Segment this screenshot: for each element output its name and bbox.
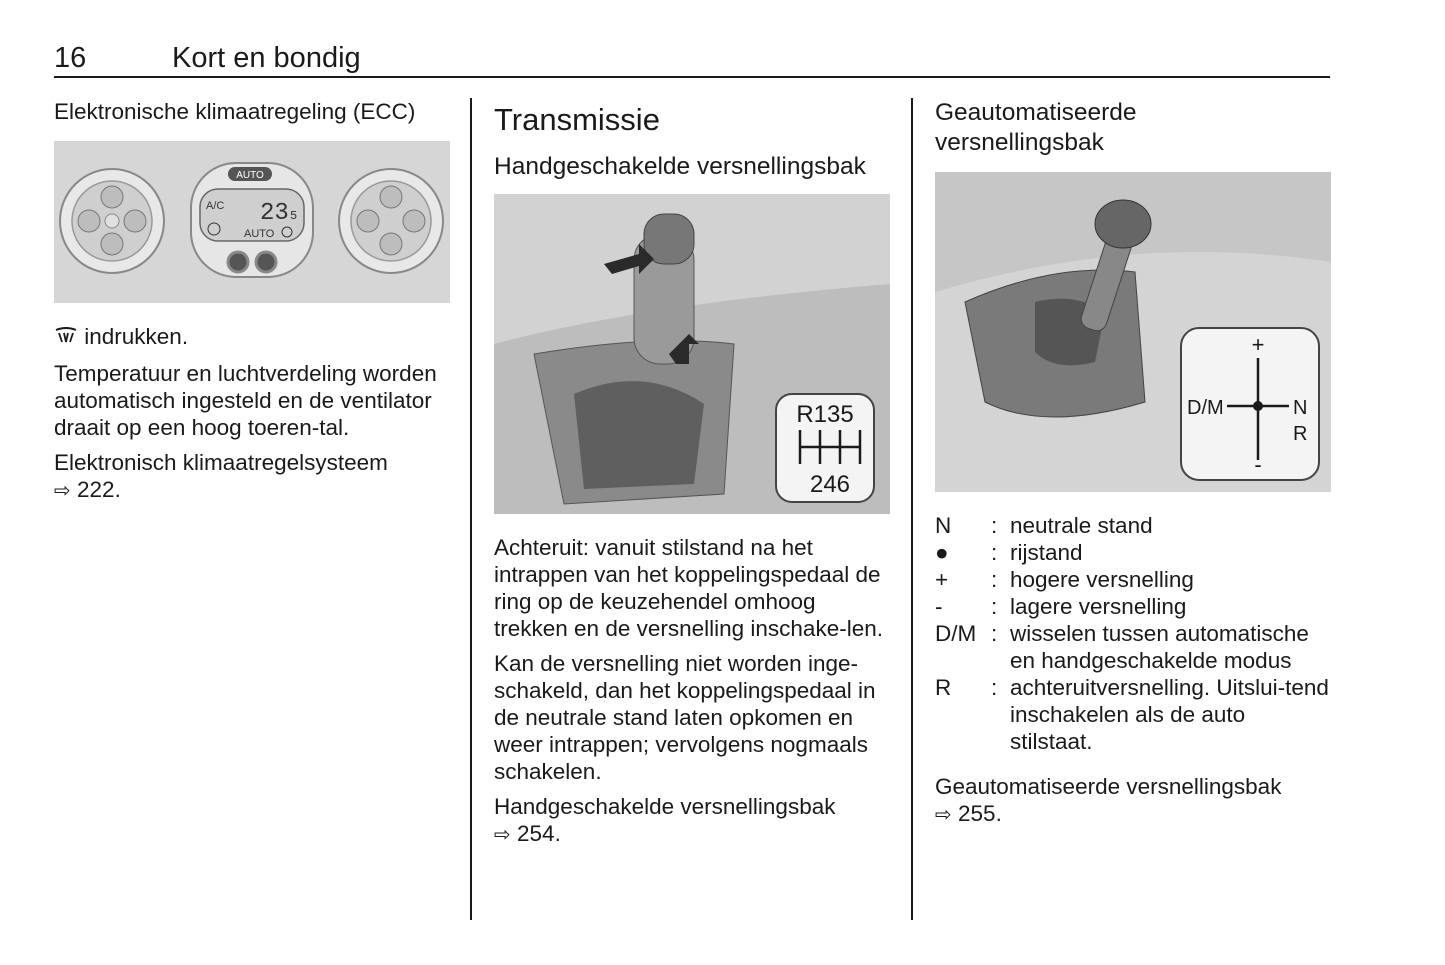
minus-label: - (1254, 452, 1262, 477)
legend-row (935, 512, 1331, 539)
n-label: N (1293, 397, 1308, 419)
page-header (54, 40, 1330, 78)
temp-decimal: 5 (290, 209, 298, 223)
climate-panel-image (54, 141, 450, 303)
engage-paragraph: Kan de versnelling niet worden inge-schakeld, dan het koppelingspedaal in de neutrale stand laten opkomen en weer intrappen; vervolgens nogmaals schakelen. (494, 651, 876, 784)
dm-label: D/M (1187, 397, 1224, 419)
legend-colon: : (991, 567, 998, 592)
temp-value: 23 (260, 200, 289, 227)
auto-top-label: AUTO (236, 170, 264, 181)
legend-colon: : (991, 621, 998, 646)
ac-label: A/C (206, 200, 225, 212)
legend-row (935, 593, 1331, 620)
center-display-unit (191, 163, 313, 277)
column-divider (911, 98, 913, 920)
page-number: 16 (54, 42, 87, 74)
arrow-right-icon: ⇨ (54, 480, 71, 502)
defrost-icon (54, 325, 78, 352)
page-title: Kort en bondig (172, 42, 361, 74)
column-divider (470, 98, 472, 920)
arrow-right-icon: ⇨ (935, 804, 952, 826)
r-label: R (1293, 423, 1308, 445)
reference-page[interactable]: 255. (958, 801, 1002, 826)
column-transmission (494, 98, 890, 849)
reference-text: Elektronisch klimaatregelsysteem (54, 450, 388, 475)
legend-desc: wisselen tussen automatische en handgeschakelde modus (1010, 621, 1309, 673)
legend-colon: : (991, 513, 998, 538)
automated-gearbox-image (935, 172, 1331, 492)
auto-label: AUTO (244, 228, 275, 240)
left-control-dial (60, 169, 164, 273)
manual-reference (494, 793, 890, 849)
defrost-instruction (54, 323, 450, 352)
right-control-dial (339, 169, 443, 273)
legend-desc: hogere versnelling (1010, 567, 1194, 592)
plus-label: + (1251, 332, 1265, 357)
legend-desc: rijstand (1010, 540, 1083, 565)
shift-legend (935, 512, 1331, 755)
climate-subheading: Elektronische klimaatregeling (ECC) (54, 99, 416, 124)
climate-reference (54, 449, 450, 505)
legend-key: D/M (935, 621, 977, 646)
legend-key: + (935, 567, 949, 592)
reverse-paragraph: Achteruit: vanuit stilstand na het intrappen van het koppelingspedaal de ring op de keuzehendel omhoog trekken en de versnelling inschake-len. (494, 535, 883, 641)
automated-gearbox-title: Geautomatiseerde versnellingsbak (935, 99, 1137, 156)
legend-desc: lagere versnelling (1010, 594, 1187, 619)
reference-page[interactable]: 222. (77, 477, 121, 502)
manual-gearbox-image (494, 194, 890, 514)
legend-desc: achteruitversnelling. Uitslui-tend inschakelen als de auto stilstaat. (1010, 675, 1329, 754)
reference-text: Geautomatiseerde versnellingsbak (935, 774, 1282, 799)
legend-row (935, 539, 1331, 566)
legend-row (935, 674, 1331, 755)
gear-pattern-bottom: 246 (809, 471, 851, 498)
reference-page[interactable]: 254. (517, 821, 561, 846)
legend-key: R (935, 675, 952, 700)
column-automated (935, 98, 1331, 829)
climate-paragraph: Temperatuur en luchtverdeling worden automatisch ingesteld en de ventilator draait op een hoog toeren-tal. (54, 361, 437, 440)
legend-key: - (935, 594, 943, 619)
legend-key: N (935, 513, 952, 538)
legend-colon: : (991, 594, 998, 619)
column-climate (54, 98, 450, 505)
gear-pattern-top: R135 (796, 401, 854, 428)
legend-key: ● (935, 540, 949, 565)
automated-reference (935, 773, 1331, 829)
defrost-text: indrukken. (84, 324, 189, 349)
legend-row (935, 620, 1331, 674)
manual-gearbox-subtitle: Handgeschakelde versnellingsbak (494, 153, 866, 180)
transmission-title: Transmissie (494, 102, 660, 137)
legend-row (935, 566, 1331, 593)
reference-text: Handgeschakelde versnellingsbak (494, 794, 836, 819)
legend-desc: neutrale stand (1010, 513, 1153, 538)
legend-colon: : (991, 675, 998, 700)
legend-colon: : (991, 540, 998, 565)
arrow-right-icon: ⇨ (494, 824, 511, 846)
